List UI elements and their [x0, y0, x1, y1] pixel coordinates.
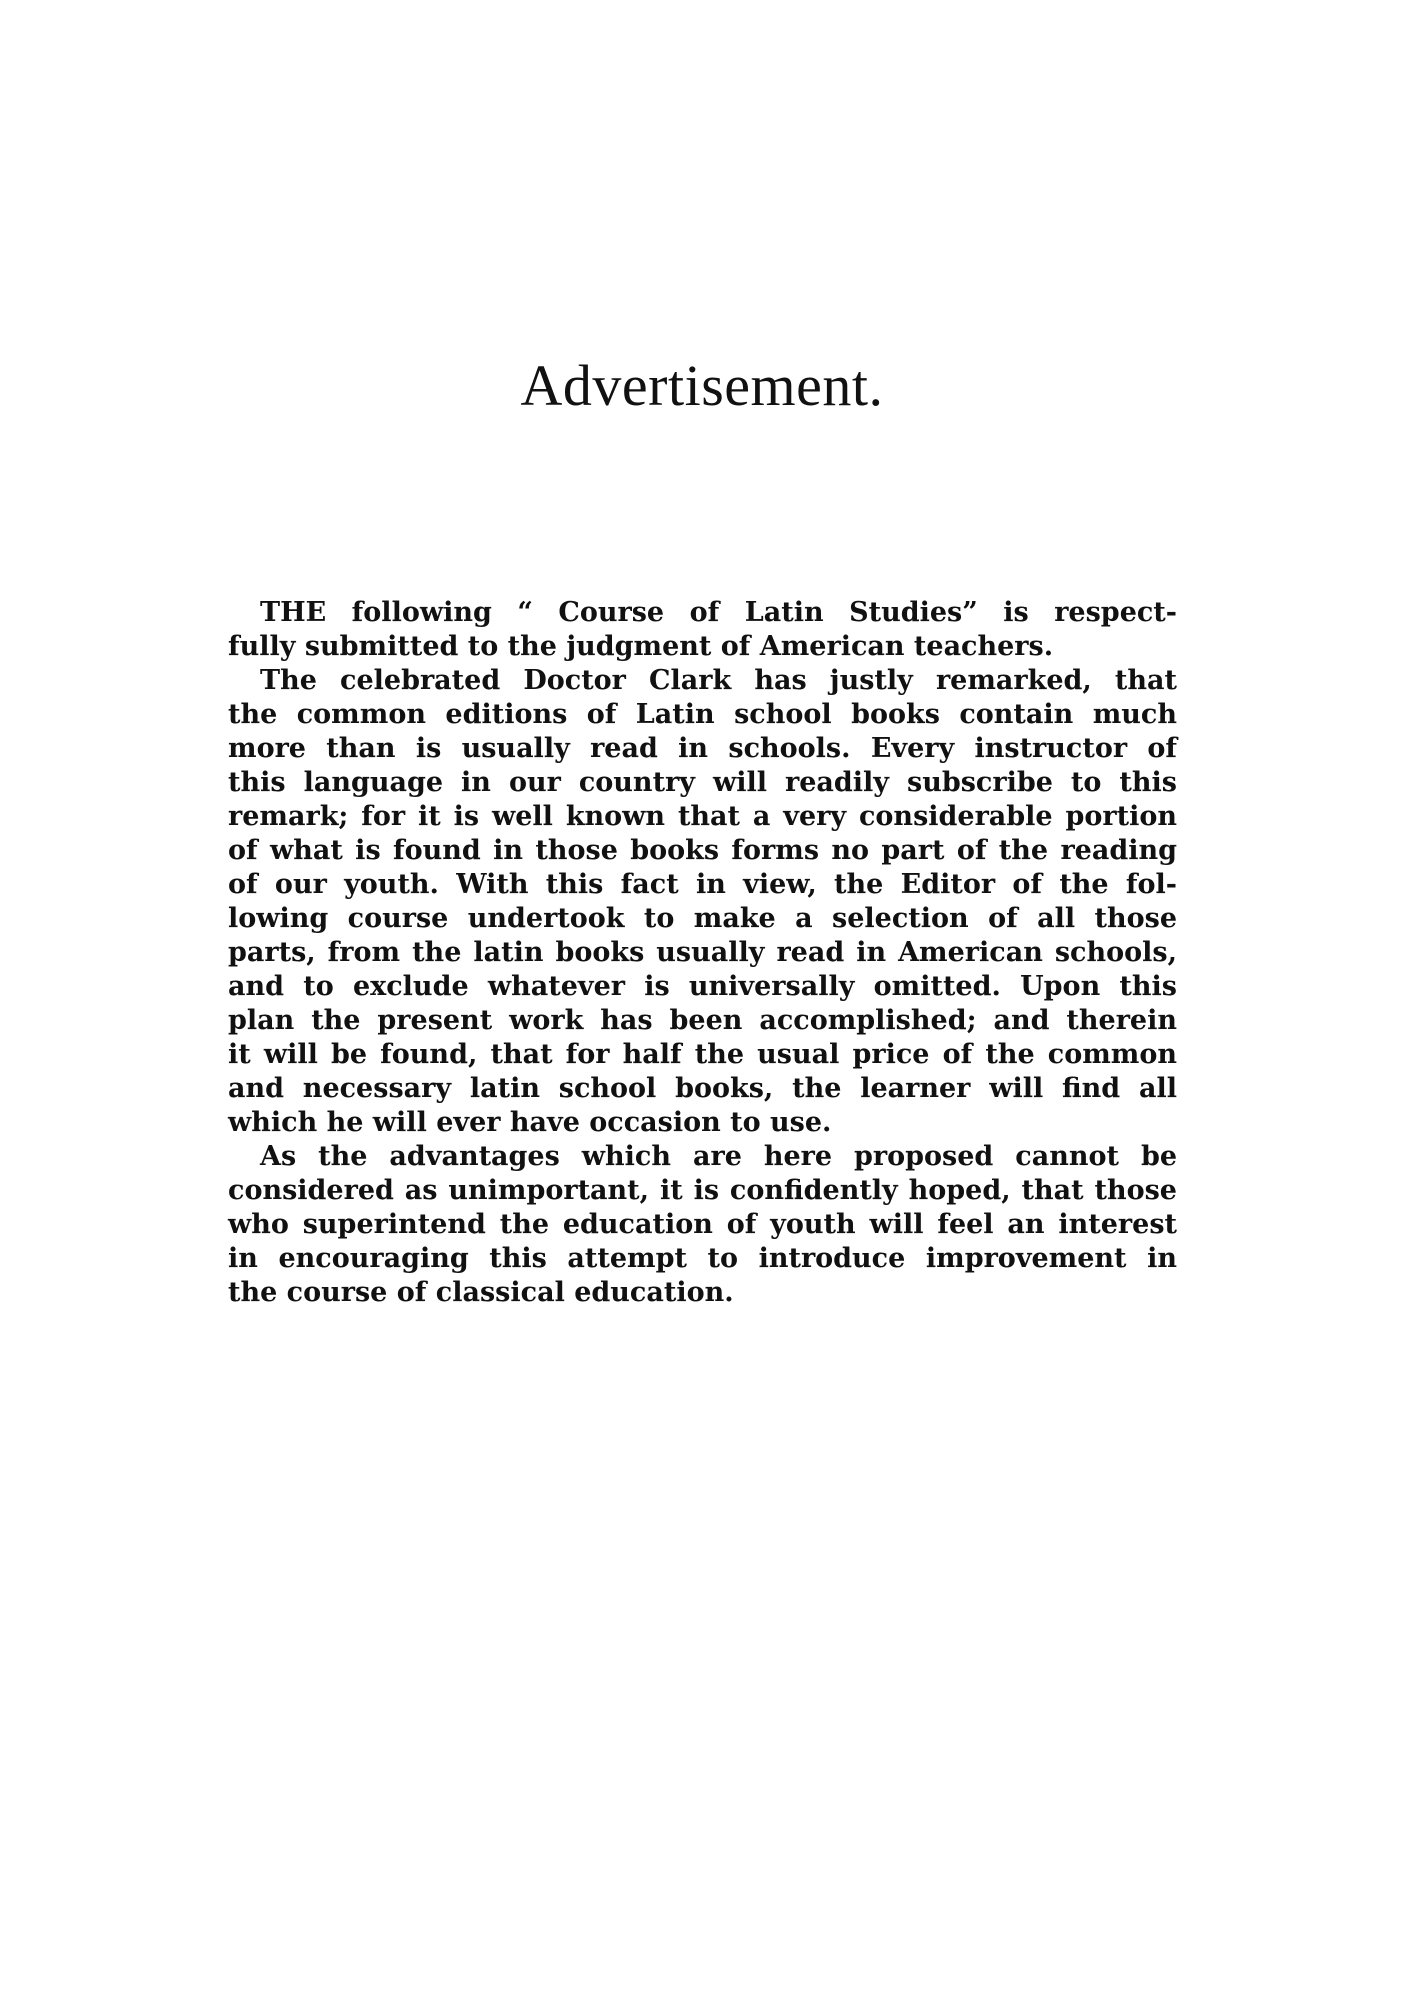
text-line: lowing course undertook to make a selection of all those: [228, 903, 1177, 934]
text-line: of our youth. With this fact in view, the Editor of the fol-: [228, 869, 1177, 900]
paragraph-2: [228, 664, 1177, 1140]
text-line: parts, from the latin books usually read in American schools,: [228, 937, 1177, 968]
text-line: the common editions of Latin school books contain much: [228, 699, 1177, 730]
text-line: and necessary latin school books, the learner will find all: [228, 1073, 1177, 1104]
text-line: it will be found, that for half the usual price of the common: [228, 1039, 1177, 1070]
text-line: who superintend the education of youth will feel an interest: [228, 1209, 1177, 1240]
text-line: The celebrated Doctor Clark has justly remarked, that: [260, 665, 1177, 696]
advertisement-body: [228, 596, 1177, 1310]
text-line: more than is usually read in schools. Every instructor of: [228, 733, 1177, 764]
text-line: As the advantages which are here proposed cannot be: [260, 1141, 1177, 1172]
text-line: fully submitted to the judgment of American teachers.: [228, 631, 1054, 662]
text-line: in encouraging this attempt to introduce improvement in: [228, 1243, 1177, 1274]
paragraph-1: [228, 596, 1177, 664]
paragraph-3: [228, 1140, 1177, 1310]
text-line: which he will ever have occasion to use.: [228, 1107, 832, 1138]
text-line: plan the present work has been accomplished; and therein: [228, 1005, 1177, 1036]
text-line: and to exclude whatever is universally omitted. Upon this: [228, 971, 1177, 1002]
text-line: THE following “ Course of Latin Studies” is respect-: [260, 597, 1177, 628]
text-line: of what is found in those books forms no part of the reading: [228, 835, 1177, 866]
text-line: this language in our country will readily subscribe to this: [228, 767, 1177, 798]
text-line: considered as unimportant, it is confidently hoped, that those: [228, 1175, 1177, 1206]
text-line: remark; for it is well known that a very considerable portion: [228, 801, 1177, 832]
text-line: the course of classical education.: [228, 1277, 734, 1308]
page-title: Advertisement.: [520, 353, 884, 418]
